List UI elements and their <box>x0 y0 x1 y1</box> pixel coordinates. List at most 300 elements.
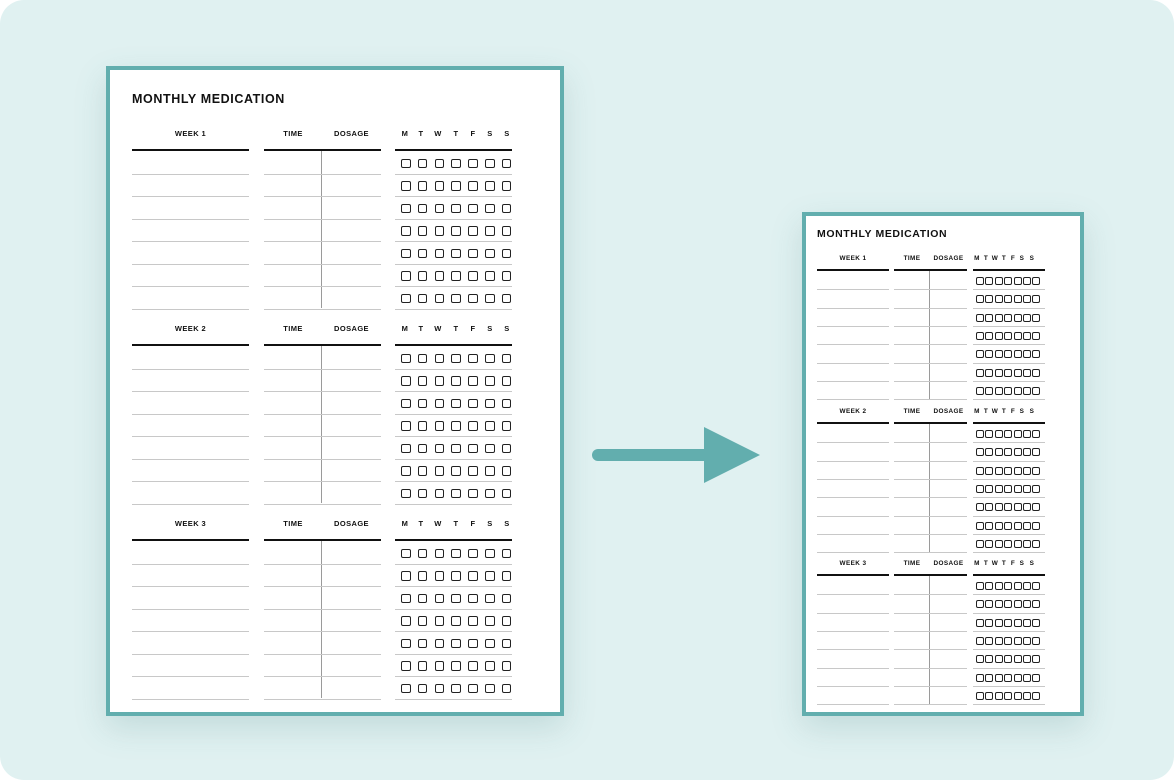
day-checkbox[interactable] <box>995 277 1003 285</box>
day-checkbox[interactable] <box>418 684 428 694</box>
day-checkbox[interactable] <box>451 616 461 626</box>
day-checkbox[interactable] <box>1023 369 1031 377</box>
day-checkbox[interactable] <box>1004 369 1012 377</box>
day-checkbox[interactable] <box>1023 430 1031 438</box>
day-checkbox[interactable] <box>485 489 495 499</box>
day-checkbox[interactable] <box>1023 619 1031 627</box>
day-checkbox[interactable] <box>502 204 512 214</box>
medication-name-line[interactable] <box>817 668 889 669</box>
day-checkbox[interactable] <box>1032 522 1040 530</box>
day-checkbox[interactable] <box>435 594 445 604</box>
day-checkbox[interactable] <box>995 522 1003 530</box>
day-checkbox[interactable] <box>401 354 411 364</box>
day-checkbox[interactable] <box>995 332 1003 340</box>
day-checkbox[interactable] <box>451 249 461 259</box>
day-checkbox[interactable] <box>1014 522 1022 530</box>
day-checkbox[interactable] <box>468 399 478 409</box>
medication-name-line[interactable] <box>132 391 249 392</box>
time-dosage-line[interactable] <box>264 264 381 265</box>
day-checkbox[interactable] <box>985 582 993 590</box>
time-dosage-line[interactable] <box>894 381 967 382</box>
day-checkbox[interactable] <box>976 467 984 475</box>
day-checkbox[interactable] <box>435 549 445 559</box>
day-checkbox[interactable] <box>451 684 461 694</box>
day-checkbox[interactable] <box>468 571 478 581</box>
time-dosage-line[interactable] <box>264 196 381 197</box>
day-checkbox[interactable] <box>485 444 495 454</box>
day-checkbox[interactable] <box>435 204 445 214</box>
day-checkbox[interactable] <box>1014 430 1022 438</box>
day-checkbox[interactable] <box>976 430 984 438</box>
day-checkbox[interactable] <box>435 489 445 499</box>
day-checkbox[interactable] <box>502 376 512 386</box>
time-dosage-line[interactable] <box>894 308 967 309</box>
day-checkbox[interactable] <box>985 522 993 530</box>
day-checkbox[interactable] <box>502 226 512 236</box>
day-checkbox[interactable] <box>468 226 478 236</box>
day-checkbox[interactable] <box>1032 692 1040 700</box>
day-checkbox[interactable] <box>1004 448 1012 456</box>
day-checkbox[interactable] <box>401 684 411 694</box>
day-checkbox[interactable] <box>995 387 1003 395</box>
time-dosage-line[interactable] <box>264 504 381 505</box>
day-checkbox[interactable] <box>418 444 428 454</box>
day-checkbox[interactable] <box>435 376 445 386</box>
day-checkbox[interactable] <box>435 354 445 364</box>
day-checkbox[interactable] <box>502 466 512 476</box>
day-checkbox[interactable] <box>485 294 495 304</box>
day-checkbox[interactable] <box>401 639 411 649</box>
day-checkbox[interactable] <box>401 571 411 581</box>
day-checkbox[interactable] <box>985 467 993 475</box>
day-checkbox[interactable] <box>1023 332 1031 340</box>
day-checkbox[interactable] <box>1004 522 1012 530</box>
day-checkbox[interactable] <box>1023 387 1031 395</box>
day-checkbox[interactable] <box>985 600 993 608</box>
day-checkbox[interactable] <box>995 692 1003 700</box>
day-checkbox[interactable] <box>985 295 993 303</box>
medication-name-line[interactable] <box>817 442 889 443</box>
day-checkbox[interactable] <box>435 399 445 409</box>
medication-name-line[interactable] <box>817 686 889 687</box>
day-checkbox[interactable] <box>451 181 461 191</box>
day-checkbox[interactable] <box>995 674 1003 682</box>
time-dosage-line[interactable] <box>264 286 381 287</box>
day-checkbox[interactable] <box>1032 387 1040 395</box>
day-checkbox[interactable] <box>1032 540 1040 548</box>
day-checkbox[interactable] <box>451 294 461 304</box>
day-checkbox[interactable] <box>1004 467 1012 475</box>
day-checkbox[interactable] <box>1023 314 1031 322</box>
day-checkbox[interactable] <box>1004 295 1012 303</box>
day-checkbox[interactable] <box>1014 448 1022 456</box>
day-checkbox[interactable] <box>485 249 495 259</box>
medication-name-line[interactable] <box>817 381 889 382</box>
day-checkbox[interactable] <box>401 376 411 386</box>
day-checkbox[interactable] <box>995 430 1003 438</box>
day-checkbox[interactable] <box>401 159 411 169</box>
medication-name-line[interactable] <box>132 631 249 632</box>
day-checkbox[interactable] <box>401 549 411 559</box>
day-checkbox[interactable] <box>1023 637 1031 645</box>
medication-name-line[interactable] <box>817 344 889 345</box>
day-checkbox[interactable] <box>502 421 512 431</box>
day-checkbox[interactable] <box>976 387 984 395</box>
day-checkbox[interactable] <box>451 444 461 454</box>
day-checkbox[interactable] <box>435 616 445 626</box>
day-checkbox[interactable] <box>995 619 1003 627</box>
day-checkbox[interactable] <box>1032 655 1040 663</box>
day-checkbox[interactable] <box>1032 503 1040 511</box>
day-checkbox[interactable] <box>976 503 984 511</box>
time-dosage-line[interactable] <box>894 534 967 535</box>
medication-name-line[interactable] <box>132 219 249 220</box>
day-checkbox[interactable] <box>485 181 495 191</box>
time-dosage-line[interactable] <box>894 613 967 614</box>
day-checkbox[interactable] <box>976 637 984 645</box>
time-dosage-line[interactable] <box>894 552 967 553</box>
day-checkbox[interactable] <box>468 549 478 559</box>
day-checkbox[interactable] <box>985 277 993 285</box>
day-checkbox[interactable] <box>1004 332 1012 340</box>
day-checkbox[interactable] <box>435 444 445 454</box>
day-checkbox[interactable] <box>985 350 993 358</box>
day-checkbox[interactable] <box>418 294 428 304</box>
day-checkbox[interactable] <box>985 692 993 700</box>
day-checkbox[interactable] <box>995 314 1003 322</box>
day-checkbox[interactable] <box>995 582 1003 590</box>
day-checkbox[interactable] <box>451 376 461 386</box>
day-checkbox[interactable] <box>976 277 984 285</box>
day-checkbox[interactable] <box>985 637 993 645</box>
day-checkbox[interactable] <box>468 661 478 671</box>
day-checkbox[interactable] <box>1032 600 1040 608</box>
medication-name-line[interactable] <box>817 704 889 705</box>
medication-name-line[interactable] <box>817 534 889 535</box>
time-dosage-line[interactable] <box>894 399 967 400</box>
time-dosage-line[interactable] <box>264 241 381 242</box>
day-checkbox[interactable] <box>1004 674 1012 682</box>
day-checkbox[interactable] <box>995 655 1003 663</box>
day-checkbox[interactable] <box>985 619 993 627</box>
day-checkbox[interactable] <box>1004 655 1012 663</box>
day-checkbox[interactable] <box>451 549 461 559</box>
medication-name-line[interactable] <box>817 289 889 290</box>
time-dosage-line[interactable] <box>894 344 967 345</box>
day-checkbox[interactable] <box>1014 503 1022 511</box>
day-checkbox[interactable] <box>401 249 411 259</box>
day-checkbox[interactable] <box>468 354 478 364</box>
day-checkbox[interactable] <box>485 639 495 649</box>
day-checkbox[interactable] <box>485 204 495 214</box>
day-checkbox[interactable] <box>1032 277 1040 285</box>
time-dosage-line[interactable] <box>894 363 967 364</box>
day-checkbox[interactable] <box>401 661 411 671</box>
day-checkbox[interactable] <box>485 571 495 581</box>
day-checkbox[interactable] <box>1032 619 1040 627</box>
day-checkbox[interactable] <box>1032 467 1040 475</box>
day-checkbox[interactable] <box>451 571 461 581</box>
day-checkbox[interactable] <box>995 467 1003 475</box>
time-dosage-line[interactable] <box>894 686 967 687</box>
day-checkbox[interactable] <box>1004 485 1012 493</box>
day-checkbox[interactable] <box>502 181 512 191</box>
day-checkbox[interactable] <box>485 226 495 236</box>
day-checkbox[interactable] <box>485 466 495 476</box>
time-dosage-line[interactable] <box>894 326 967 327</box>
day-checkbox[interactable] <box>976 692 984 700</box>
day-checkbox[interactable] <box>1004 277 1012 285</box>
day-checkbox[interactable] <box>502 294 512 304</box>
day-checkbox[interactable] <box>1014 485 1022 493</box>
day-checkbox[interactable] <box>485 421 495 431</box>
day-checkbox[interactable] <box>976 540 984 548</box>
time-dosage-line[interactable] <box>894 631 967 632</box>
day-checkbox[interactable] <box>401 204 411 214</box>
time-dosage-line[interactable] <box>264 309 381 310</box>
day-checkbox[interactable] <box>485 684 495 694</box>
day-checkbox[interactable] <box>468 444 478 454</box>
day-checkbox[interactable] <box>451 489 461 499</box>
medication-name-line[interactable] <box>817 649 889 650</box>
time-dosage-line[interactable] <box>264 459 381 460</box>
day-checkbox[interactable] <box>1004 600 1012 608</box>
time-dosage-line[interactable] <box>894 704 967 705</box>
medication-name-line[interactable] <box>817 326 889 327</box>
day-checkbox[interactable] <box>976 314 984 322</box>
day-checkbox[interactable] <box>995 350 1003 358</box>
day-checkbox[interactable] <box>1014 314 1022 322</box>
day-checkbox[interactable] <box>401 181 411 191</box>
day-checkbox[interactable] <box>1023 503 1031 511</box>
day-checkbox[interactable] <box>418 376 428 386</box>
medication-name-line[interactable] <box>132 286 249 287</box>
day-checkbox[interactable] <box>502 399 512 409</box>
day-checkbox[interactable] <box>485 594 495 604</box>
day-checkbox[interactable] <box>435 271 445 281</box>
time-dosage-line[interactable] <box>264 414 381 415</box>
day-checkbox[interactable] <box>985 485 993 493</box>
time-dosage-line[interactable] <box>264 219 381 220</box>
day-checkbox[interactable] <box>985 448 993 456</box>
day-checkbox[interactable] <box>985 332 993 340</box>
time-dosage-line[interactable] <box>894 442 967 443</box>
day-checkbox[interactable] <box>502 616 512 626</box>
day-checkbox[interactable] <box>985 369 993 377</box>
day-checkbox[interactable] <box>468 489 478 499</box>
day-checkbox[interactable] <box>401 489 411 499</box>
day-checkbox[interactable] <box>502 354 512 364</box>
day-checkbox[interactable] <box>1014 674 1022 682</box>
day-checkbox[interactable] <box>401 226 411 236</box>
day-checkbox[interactable] <box>1032 332 1040 340</box>
day-checkbox[interactable] <box>451 204 461 214</box>
day-checkbox[interactable] <box>976 295 984 303</box>
day-checkbox[interactable] <box>502 549 512 559</box>
day-checkbox[interactable] <box>1014 387 1022 395</box>
day-checkbox[interactable] <box>435 466 445 476</box>
day-checkbox[interactable] <box>435 249 445 259</box>
day-checkbox[interactable] <box>1032 674 1040 682</box>
time-dosage-line[interactable] <box>264 369 381 370</box>
time-dosage-line[interactable] <box>264 481 381 482</box>
day-checkbox[interactable] <box>418 421 428 431</box>
day-checkbox[interactable] <box>1014 655 1022 663</box>
day-checkbox[interactable] <box>995 637 1003 645</box>
medication-name-line[interactable] <box>817 594 889 595</box>
medication-name-line[interactable] <box>132 504 249 505</box>
day-checkbox[interactable] <box>995 600 1003 608</box>
day-checkbox[interactable] <box>451 639 461 649</box>
day-checkbox[interactable] <box>502 661 512 671</box>
day-checkbox[interactable] <box>435 159 445 169</box>
day-checkbox[interactable] <box>502 444 512 454</box>
day-checkbox[interactable] <box>451 399 461 409</box>
day-checkbox[interactable] <box>976 619 984 627</box>
medication-name-line[interactable] <box>132 309 249 310</box>
medication-name-line[interactable] <box>132 196 249 197</box>
day-checkbox[interactable] <box>485 661 495 671</box>
day-checkbox[interactable] <box>418 571 428 581</box>
day-checkbox[interactable] <box>976 582 984 590</box>
day-checkbox[interactable] <box>1004 350 1012 358</box>
day-checkbox[interactable] <box>418 489 428 499</box>
day-checkbox[interactable] <box>985 387 993 395</box>
day-checkbox[interactable] <box>1032 430 1040 438</box>
medication-name-line[interactable] <box>132 414 249 415</box>
day-checkbox[interactable] <box>1014 582 1022 590</box>
time-dosage-line[interactable] <box>264 586 381 587</box>
day-checkbox[interactable] <box>485 549 495 559</box>
medication-name-line[interactable] <box>132 436 249 437</box>
time-dosage-line[interactable] <box>264 676 381 677</box>
day-checkbox[interactable] <box>468 294 478 304</box>
day-checkbox[interactable] <box>1014 350 1022 358</box>
day-checkbox[interactable] <box>468 376 478 386</box>
day-checkbox[interactable] <box>1032 369 1040 377</box>
medication-name-line[interactable] <box>817 461 889 462</box>
time-dosage-line[interactable] <box>264 174 381 175</box>
time-dosage-line[interactable] <box>894 649 967 650</box>
day-checkbox[interactable] <box>451 594 461 604</box>
day-checkbox[interactable] <box>435 571 445 581</box>
day-checkbox[interactable] <box>1014 277 1022 285</box>
day-checkbox[interactable] <box>1023 448 1031 456</box>
day-checkbox[interactable] <box>451 271 461 281</box>
day-checkbox[interactable] <box>976 350 984 358</box>
day-checkbox[interactable] <box>435 639 445 649</box>
medication-name-line[interactable] <box>817 516 889 517</box>
medication-name-line[interactable] <box>817 552 889 553</box>
time-dosage-line[interactable] <box>264 654 381 655</box>
day-checkbox[interactable] <box>485 399 495 409</box>
time-dosage-line[interactable] <box>894 594 967 595</box>
day-checkbox[interactable] <box>976 522 984 530</box>
time-dosage-line[interactable] <box>894 497 967 498</box>
day-checkbox[interactable] <box>468 249 478 259</box>
day-checkbox[interactable] <box>976 332 984 340</box>
day-checkbox[interactable] <box>1032 448 1040 456</box>
day-checkbox[interactable] <box>995 295 1003 303</box>
day-checkbox[interactable] <box>1014 295 1022 303</box>
time-dosage-line[interactable] <box>264 391 381 392</box>
day-checkbox[interactable] <box>1004 582 1012 590</box>
day-checkbox[interactable] <box>435 226 445 236</box>
time-dosage-line[interactable] <box>894 668 967 669</box>
day-checkbox[interactable] <box>976 485 984 493</box>
day-checkbox[interactable] <box>401 399 411 409</box>
day-checkbox[interactable] <box>1023 350 1031 358</box>
day-checkbox[interactable] <box>418 616 428 626</box>
day-checkbox[interactable] <box>1023 674 1031 682</box>
day-checkbox[interactable] <box>435 294 445 304</box>
day-checkbox[interactable] <box>1014 600 1022 608</box>
day-checkbox[interactable] <box>1014 540 1022 548</box>
medication-name-line[interactable] <box>817 308 889 309</box>
day-checkbox[interactable] <box>451 661 461 671</box>
time-dosage-line[interactable] <box>264 436 381 437</box>
day-checkbox[interactable] <box>1023 277 1031 285</box>
day-checkbox[interactable] <box>985 430 993 438</box>
day-checkbox[interactable] <box>401 294 411 304</box>
day-checkbox[interactable] <box>502 571 512 581</box>
medication-name-line[interactable] <box>132 699 249 700</box>
day-checkbox[interactable] <box>1023 582 1031 590</box>
day-checkbox[interactable] <box>418 181 428 191</box>
day-checkbox[interactable] <box>985 314 993 322</box>
time-dosage-line[interactable] <box>894 289 967 290</box>
medication-name-line[interactable] <box>132 174 249 175</box>
day-checkbox[interactable] <box>1032 350 1040 358</box>
day-checkbox[interactable] <box>468 271 478 281</box>
day-checkbox[interactable] <box>401 271 411 281</box>
day-checkbox[interactable] <box>401 594 411 604</box>
day-checkbox[interactable] <box>401 444 411 454</box>
day-checkbox[interactable] <box>451 159 461 169</box>
day-checkbox[interactable] <box>485 376 495 386</box>
medication-name-line[interactable] <box>132 459 249 460</box>
day-checkbox[interactable] <box>1023 522 1031 530</box>
day-checkbox[interactable] <box>995 369 1003 377</box>
medication-name-line[interactable] <box>817 479 889 480</box>
day-checkbox[interactable] <box>1004 619 1012 627</box>
day-checkbox[interactable] <box>1004 503 1012 511</box>
day-checkbox[interactable] <box>485 159 495 169</box>
day-checkbox[interactable] <box>1023 655 1031 663</box>
day-checkbox[interactable] <box>985 655 993 663</box>
day-checkbox[interactable] <box>1023 692 1031 700</box>
time-dosage-line[interactable] <box>264 564 381 565</box>
medication-name-line[interactable] <box>132 654 249 655</box>
day-checkbox[interactable] <box>468 421 478 431</box>
day-checkbox[interactable] <box>485 354 495 364</box>
day-checkbox[interactable] <box>985 674 993 682</box>
day-checkbox[interactable] <box>468 204 478 214</box>
day-checkbox[interactable] <box>418 271 428 281</box>
time-dosage-line[interactable] <box>264 609 381 610</box>
day-checkbox[interactable] <box>418 661 428 671</box>
day-checkbox[interactable] <box>401 616 411 626</box>
day-checkbox[interactable] <box>1004 637 1012 645</box>
day-checkbox[interactable] <box>468 616 478 626</box>
medication-name-line[interactable] <box>817 497 889 498</box>
medication-name-line[interactable] <box>132 564 249 565</box>
day-checkbox[interactable] <box>468 594 478 604</box>
day-checkbox[interactable] <box>451 226 461 236</box>
day-checkbox[interactable] <box>1004 540 1012 548</box>
day-checkbox[interactable] <box>418 639 428 649</box>
day-checkbox[interactable] <box>1023 467 1031 475</box>
